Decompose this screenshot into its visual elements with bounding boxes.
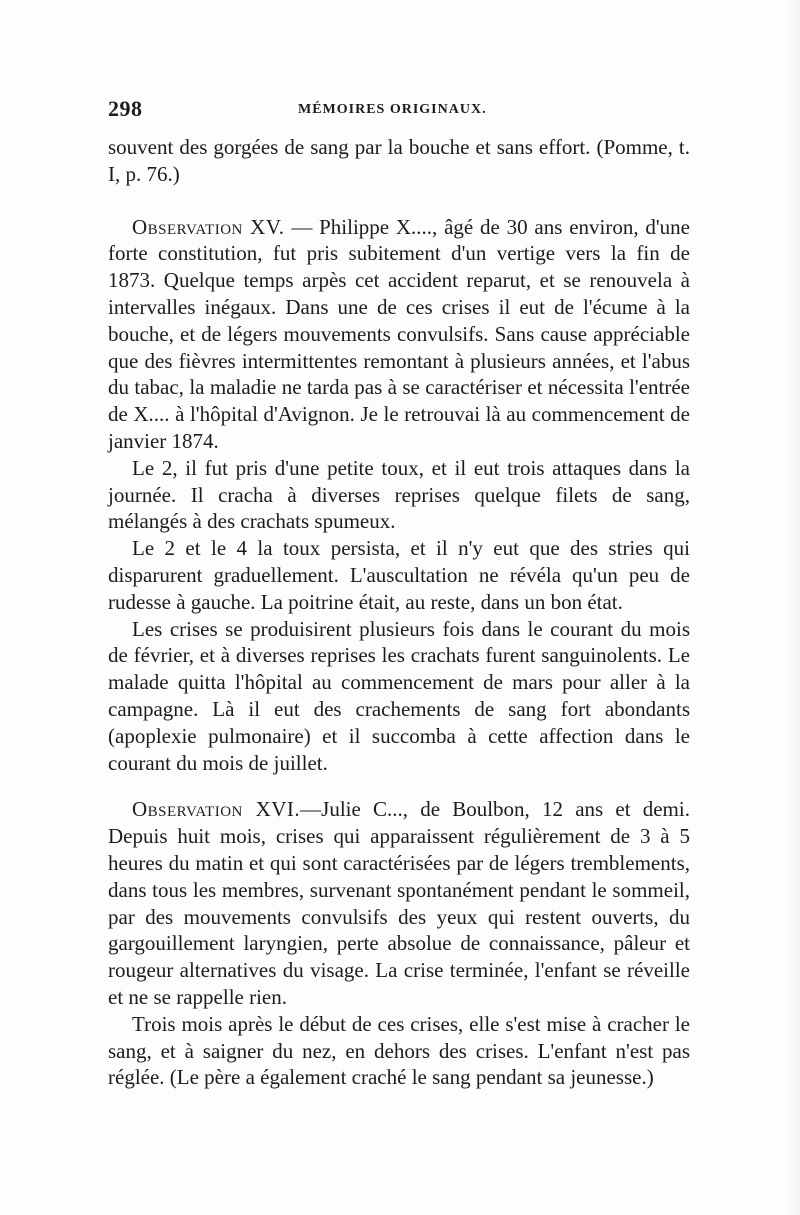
observation-xv-paragraph (108, 214, 690, 455)
paragraph-text: Le 2 et le 4 la toux persista, et il n'y eut que des stries qui disparurent graduellement. L'auscultation ne révéla qu'un peu de rudesse à gauche. La poitrine était, au reste, dans un bon état. (108, 536, 690, 614)
paragraph-continuation (108, 134, 690, 188)
body-text (108, 134, 690, 1091)
paragraph-text: Les crises se produisirent plusieurs fois dans le courant du mois de février, et à diverses reprises les crachats furent sanguinolents. Le malade quitta l'hôpital au commencement de mars pour aller à la campagne. Là il eut des crachements de sang fort abondants (apoplexie pulmonaire) et il succomba à cette affection dans le courant du mois de juillet. (108, 616, 690, 775)
paragraph-text: — Philippe X...., âgé de 30 ans environ, d'une forte constitution, fut pris subitement d'un vertige vers la fin de 1873. Quelque temps arpès cet accident reparut, et se renouvela à intervalles inégaux. Dans une de ces crises il eut de l'écume à la bouche, et de légers mouvements convulsifs. Sans cause appréciable que des fièvres intermittentes remontant à plusieurs années, et l'abus du tabac, la maladie ne tarda pas à se caractériser et nécessita l'entrée de X.... à l'hôpital d'Avignon. Je le retrouvai là au commencement de janvier 1874. (108, 214, 690, 453)
paragraph (108, 455, 690, 535)
observation-label: Observation XVI. (132, 797, 301, 822)
page-edge-shadow (788, 0, 800, 1215)
paragraph-text: Le 2, il fut pris d'une petite toux, et il eut trois attaques dans la journée. Il cracha à diverses reprises quelque filets de sang, mélangés à des crachats spumeux. (108, 455, 690, 534)
paragraph (108, 616, 690, 777)
page-number: 298 (108, 96, 143, 121)
paragraph (108, 535, 690, 615)
paragraph-text: souvent des gorgées de sang par la bouche et sans effort. (Pomme, t. I, p. 76.) (108, 135, 690, 186)
observation-xvi-paragraph (108, 796, 690, 1010)
paragraph (108, 1011, 690, 1091)
paragraph-text: —Julie C..., de Boulbon, 12 ans et demi. Depuis huit mois, crises qui apparaissent régulièrement de 3 à 5 heures du matin et qui sont caractérisées par de légers tremblements, dans tous les membres, survenant spontanément pendant le sommeil, par des mouvements convulsifs des yeux qui restent ouverts, du gargouillement laryngien, perte absolue de connaissance, pâleur et rougeur alternatives du visage. La crise terminée, l'enfant se réveille et ne se rappelle rien. (108, 797, 690, 1009)
running-title: MÉMOIRES ORIGINAUX. (298, 102, 487, 117)
paragraph-text: Trois mois après le début de ces crises, elle s'est mise à cracher le sang, et à saigner du nez, en dehors des crises. L'enfant n'est pas réglée. (Le père a également craché le sang pendant sa jeunesse.) (108, 1011, 690, 1090)
page-header (108, 96, 698, 122)
observation-label: Observation XV. (132, 214, 285, 239)
